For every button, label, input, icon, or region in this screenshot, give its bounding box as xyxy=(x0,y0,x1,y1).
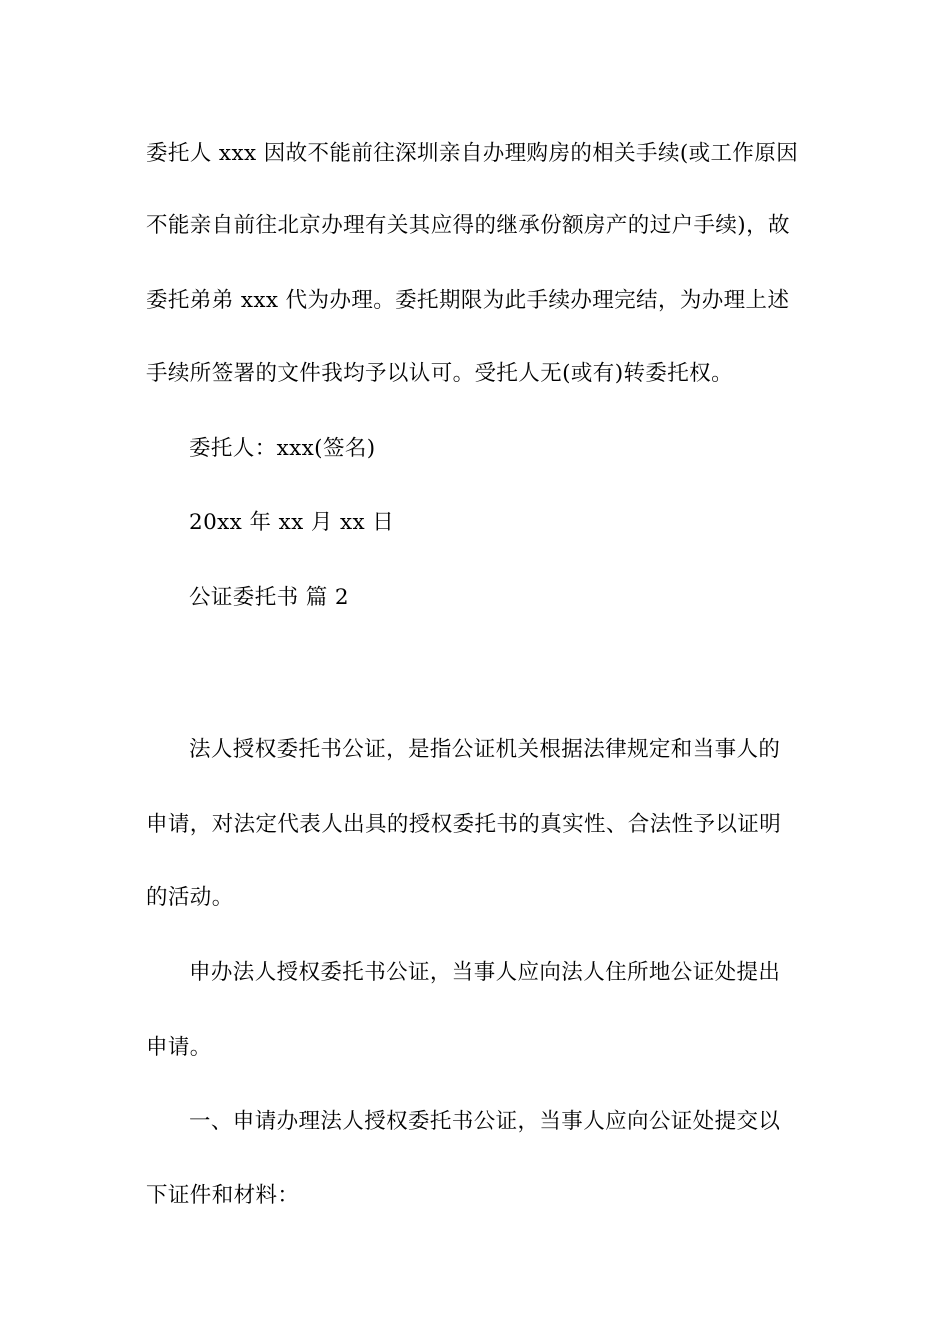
paragraph-3-line-2: 申请。 xyxy=(146,1035,212,1060)
paragraph-4-line-1: 一、申请办理法人授权委托书公证，当事人应向公证处提交以 xyxy=(189,1109,781,1134)
section-heading: 公证委托书 篇 2 xyxy=(189,585,349,610)
paragraph-4-line-2: 下证件和材料： xyxy=(146,1183,300,1208)
paragraph-1-line-4: 手续所签署的文件我均予以认可。受托人无(或有)转委托权。 xyxy=(146,361,733,386)
paragraph-2-line-3: 的活动。 xyxy=(146,885,234,910)
paragraph-3-line-1: 申办法人授权委托书公证，当事人应向法人住所地公证处提出 xyxy=(189,960,781,985)
signature-line: 委托人：xxx(签名) xyxy=(189,436,376,461)
paragraph-1-line-1: 委托人 xxx 因故不能前往深圳亲自办理购房的相关手续(或工作原因 xyxy=(146,141,799,166)
paragraph-2-line-2: 申请，对法定代表人出具的授权委托书的真实性、合法性予以证明 xyxy=(146,812,782,837)
paragraph-2-line-1: 法人授权委托书公证，是指公证机关根据法律规定和当事人的 xyxy=(189,737,781,762)
paragraph-1-line-2: 不能亲自前往北京办理有关其应得的继承份额房产的过户手续)，故 xyxy=(146,213,790,238)
date-line: 20xx 年 xx 月 xx 日 xyxy=(189,510,395,535)
paragraph-1-line-3: 委托弟弟 xxx 代为办理。委托期限为此手续办理完结，为办理上述 xyxy=(146,288,790,313)
